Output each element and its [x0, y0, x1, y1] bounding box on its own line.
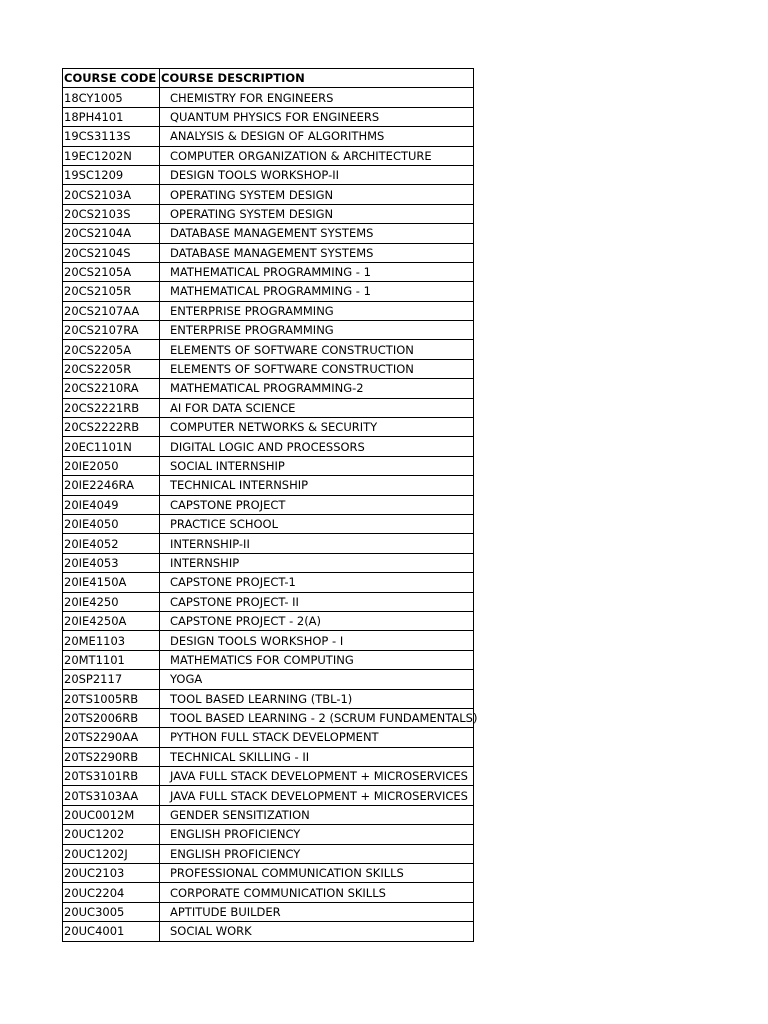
course-code-cell: 20CS2107AA: [63, 301, 160, 320]
course-description-cell: GENDER SENSITIZATION: [160, 805, 474, 824]
course-code-cell: 20IE4052: [63, 534, 160, 553]
course-code-cell: 20UC1202J: [63, 844, 160, 863]
table-row: [63, 864, 474, 883]
table-row: [63, 476, 474, 495]
table-row: [63, 340, 474, 359]
table-row: [63, 670, 474, 689]
course-description-cell: SOCIAL INTERNSHIP: [160, 456, 474, 475]
table-row: [63, 747, 474, 766]
table-row: [63, 146, 474, 165]
table-row: [63, 282, 474, 301]
course-code-cell: 20SP2117: [63, 670, 160, 689]
course-code-cell: 20IE4250A: [63, 611, 160, 630]
course-description-cell: AI FOR DATA SCIENCE: [160, 398, 474, 417]
course-code-cell: 20IE2050: [63, 456, 160, 475]
course-code-cell: 20UC1202: [63, 825, 160, 844]
course-code-cell: 20CS2205A: [63, 340, 160, 359]
table-row: [63, 262, 474, 281]
table-row: [63, 922, 474, 941]
course-code-cell: 19CS3113S: [63, 127, 160, 146]
course-description-cell: MATHEMATICAL PROGRAMMING-2: [160, 379, 474, 398]
course-code-cell: 20CS2105A: [63, 262, 160, 281]
course-code-cell: 20IE4150A: [63, 573, 160, 592]
table-row: [63, 805, 474, 824]
course-description-cell: DATABASE MANAGEMENT SYSTEMS: [160, 243, 474, 262]
course-code-cell: 19EC1202N: [63, 146, 160, 165]
course-description-cell: OPERATING SYSTEM DESIGN: [160, 185, 474, 204]
course-code-cell: 20MT1101: [63, 650, 160, 669]
course-code-cell: 20TS3103AA: [63, 786, 160, 805]
course-description-cell: SOCIAL WORK: [160, 922, 474, 941]
table-row: [63, 553, 474, 572]
table-row: [63, 592, 474, 611]
course-code-cell: 20IE4050: [63, 514, 160, 533]
course-description-cell: COMPUTER NETWORKS & SECURITY: [160, 418, 474, 437]
course-description-cell: PRACTICE SCHOOL: [160, 514, 474, 533]
course-description-cell: ENTERPRISE PROGRAMMING: [160, 321, 474, 340]
course-code-cell: 20IE4049: [63, 495, 160, 514]
course-description-cell: PROFESSIONAL COMMUNICATION SKILLS: [160, 864, 474, 883]
table-row: [63, 631, 474, 650]
course-code-cell: 20CS2103S: [63, 204, 160, 223]
course-table-body: [63, 88, 478, 941]
course-code-cell: 20UC2204: [63, 883, 160, 902]
table-row: [63, 379, 474, 398]
table-row: [63, 185, 474, 204]
table-row: [63, 728, 474, 747]
table-row: [63, 88, 474, 107]
course-description-cell: JAVA FULL STACK DEVELOPMENT + MICROSERVICES: [160, 767, 474, 786]
course-code-cell: 20EC1101N: [63, 437, 160, 456]
table-row: [63, 844, 474, 863]
header-course-code: COURSE CODE: [63, 69, 160, 88]
course-description-cell: ENGLISH PROFICIENCY: [160, 825, 474, 844]
course-description-cell: ENTERPRISE PROGRAMMING: [160, 301, 474, 320]
table-row: [63, 321, 474, 340]
course-description-cell: DIGITAL LOGIC AND PROCESSORS: [160, 437, 474, 456]
table-row: [63, 301, 474, 320]
course-code-cell: 20CS2104S: [63, 243, 160, 262]
table-row: [63, 786, 474, 805]
course-code-cell: 20UC0012M: [63, 805, 160, 824]
course-description-cell: DATABASE MANAGEMENT SYSTEMS: [160, 224, 474, 243]
header-row: [63, 69, 474, 88]
table-row: [63, 204, 474, 223]
table-row: [63, 437, 474, 456]
course-code-cell: 20CS2105R: [63, 282, 160, 301]
course-description-cell: CAPSTONE PROJECT: [160, 495, 474, 514]
course-code-cell: 20CS2210RA: [63, 379, 160, 398]
header-course-description: COURSE DESCRIPTION: [160, 69, 474, 88]
course-table: [62, 68, 478, 942]
course-description-cell: INTERNSHIP: [160, 553, 474, 572]
course-description-cell: MATHEMATICAL PROGRAMMING - 1: [160, 282, 474, 301]
course-description-cell: MATHEMATICS FOR COMPUTING: [160, 650, 474, 669]
course-code-cell: 18CY1005: [63, 88, 160, 107]
course-code-cell: 20CS2107RA: [63, 321, 160, 340]
course-description-cell: YOGA: [160, 670, 474, 689]
course-description-cell: PYTHON FULL STACK DEVELOPMENT: [160, 728, 474, 747]
course-description-cell: CAPSTONE PROJECT - 2(A): [160, 611, 474, 630]
course-description-cell: TOOL BASED LEARNING - 2 (SCRUM FUNDAMENTALS): [160, 708, 474, 727]
course-description-cell: ANALYSIS & DESIGN OF ALGORITHMS: [160, 127, 474, 146]
course-description-cell: DESIGN TOOLS WORKSHOP - I: [160, 631, 474, 650]
course-description-cell: COMPUTER ORGANIZATION & ARCHITECTURE: [160, 146, 474, 165]
course-code-cell: 20IE4250: [63, 592, 160, 611]
course-description-cell: TECHNICAL SKILLING - II: [160, 747, 474, 766]
table-row: [63, 825, 474, 844]
course-code-cell: 20TS1005RB: [63, 689, 160, 708]
course-code-cell: 20UC3005: [63, 902, 160, 921]
course-description-cell: INTERNSHIP-II: [160, 534, 474, 553]
course-code-cell: 20ME1103: [63, 631, 160, 650]
course-code-cell: 20CS2103A: [63, 185, 160, 204]
table-row: [63, 127, 474, 146]
table-row: [63, 689, 474, 708]
course-code-cell: 20TS3101RB: [63, 767, 160, 786]
course-description-cell: APTITUDE BUILDER: [160, 902, 474, 921]
table-row: [63, 398, 474, 417]
course-code-cell: 20UC2103: [63, 864, 160, 883]
table-row: [63, 611, 474, 630]
table-row: [63, 883, 474, 902]
course-code-cell: 20CS2222RB: [63, 418, 160, 437]
course-description-cell: ELEMENTS OF SOFTWARE CONSTRUCTION: [160, 340, 474, 359]
course-code-cell: 20UC4001: [63, 922, 160, 941]
course-description-cell: OPERATING SYSTEM DESIGN: [160, 204, 474, 223]
table-row: [63, 534, 474, 553]
table-row: [63, 495, 474, 514]
table-row: [63, 224, 474, 243]
course-code-cell: 20IE2246RA: [63, 476, 160, 495]
course-description-cell: MATHEMATICAL PROGRAMMING - 1: [160, 262, 474, 281]
course-code-cell: 20IE4053: [63, 553, 160, 572]
course-description-cell: CAPSTONE PROJECT- II: [160, 592, 474, 611]
table-row: [63, 514, 474, 533]
course-description-cell: ENGLISH PROFICIENCY: [160, 844, 474, 863]
course-code-cell: 20CS2221RB: [63, 398, 160, 417]
table-row: [63, 456, 474, 475]
course-code-cell: 19SC1209: [63, 165, 160, 184]
course-description-cell: TOOL BASED LEARNING (TBL-1): [160, 689, 474, 708]
course-description-cell: CORPORATE COMMUNICATION SKILLS: [160, 883, 474, 902]
table-row: [63, 418, 474, 437]
course-description-cell: TECHNICAL INTERNSHIP: [160, 476, 474, 495]
course-description-cell: ELEMENTS OF SOFTWARE CONSTRUCTION: [160, 359, 474, 378]
table-row: [63, 650, 474, 669]
course-code-cell: 20CS2104A: [63, 224, 160, 243]
course-sheet: [62, 68, 478, 942]
table-row: [63, 767, 474, 786]
table-row: [63, 573, 474, 592]
course-code-cell: 20TS2006RB: [63, 708, 160, 727]
course-code-cell: 18PH4101: [63, 107, 160, 126]
course-code-cell: 20TS2290AA: [63, 728, 160, 747]
course-description-cell: JAVA FULL STACK DEVELOPMENT + MICROSERVICES: [160, 786, 474, 805]
course-code-cell: 20CS2205R: [63, 359, 160, 378]
table-row: [63, 359, 474, 378]
course-description-cell: CHEMISTRY FOR ENGINEERS: [160, 88, 474, 107]
table-row: [63, 165, 474, 184]
table-row: [63, 107, 474, 126]
table-row: [63, 902, 474, 921]
course-description-cell: QUANTUM PHYSICS FOR ENGINEERS: [160, 107, 474, 126]
course-description-cell: CAPSTONE PROJECT-1: [160, 573, 474, 592]
course-code-cell: 20TS2290RB: [63, 747, 160, 766]
table-row: [63, 243, 474, 262]
table-row: [63, 708, 474, 727]
course-description-cell: DESIGN TOOLS WORKSHOP-II: [160, 165, 474, 184]
